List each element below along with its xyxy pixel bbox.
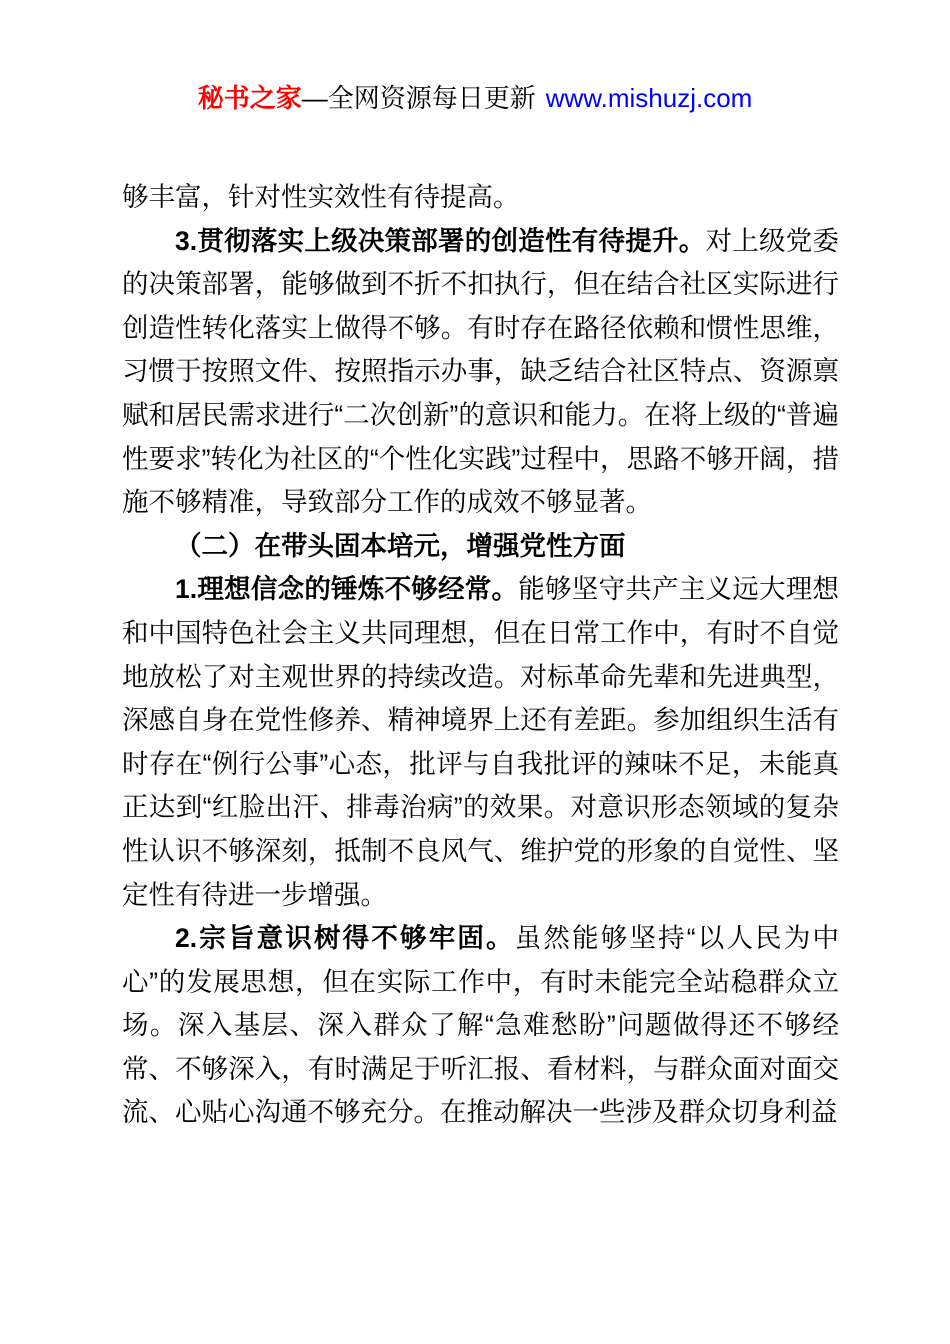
paragraph bbox=[122, 917, 839, 1135]
header-separator: — bbox=[301, 83, 328, 113]
site-header bbox=[0, 80, 950, 116]
paragraph-lead: （二）在带头固本培元，增强党性方面 bbox=[175, 530, 626, 561]
header-tagline: 全网资源每日更新 bbox=[327, 83, 536, 113]
paragraph bbox=[122, 220, 839, 525]
paragraph-text: 对上级党委的决策部署，能够做到不折不扣执行，但在结合社区实际进行创造性转化落实上做得不够。有时存在路径依赖和惯性思维，习惯于按照文件、按照指示办事，缺乏结合社区特点、资源禀赋和居民需求进行“二次创新”的意识和能力。在将上级的“普遍性要求”转化为社区的“个性化实践”过程中，思路不够开阔，措施不够精准，导致部分工作的成效不够显著。 bbox=[122, 225, 839, 518]
document-body bbox=[122, 176, 839, 1135]
paragraph-text: 够丰富，针对性实效性有待提高。 bbox=[122, 182, 520, 212]
paragraph bbox=[122, 568, 839, 917]
paragraph-text: 能够坚守共产主义远大理想和中国特色社会主义共同理想，但在日常工作中，有时不自觉地放松了对主观世界的持续改造。对标革命先辈和先进典型，深感自身在党性修养、精神境界上还有差距。参加组织生活有时存在“例行公事”心态，批评与自我批评的辣味不足，未能真正达到“红脸出汗、排毒治病”的效果。对意识形态领域的复杂性认识不够深刻，抵制不良风气、维护党的形象的自觉性、坚定性有待进一步增强。 bbox=[122, 574, 839, 910]
paragraph-text: 虽然能够坚持“以人民为中心”的发展思想，但在实际工作中，有时未能完全站稳群众立场。深入基层、深入群众了解“急难愁盼”问题做得还不够经常、不够深入，有时满足于听汇报、看材料，与群众面对面交流、心贴心沟通不够充分。在推动解决一些涉及群众切身利益 bbox=[122, 923, 840, 1128]
site-url-link[interactable]: www.mishuzj.com bbox=[545, 83, 753, 113]
paragraph bbox=[122, 176, 839, 220]
site-brand: 秘书之家 bbox=[197, 83, 302, 113]
paragraph-lead: 3.贯彻落实上级决策部署的创造性有待提升。 bbox=[175, 225, 706, 256]
section-heading bbox=[122, 525, 839, 569]
paragraph-lead: 1.理想信念的锤炼不够经常。 bbox=[175, 574, 519, 605]
paragraph-lead: 2.宗旨意识树得不够牢固。 bbox=[175, 923, 515, 954]
